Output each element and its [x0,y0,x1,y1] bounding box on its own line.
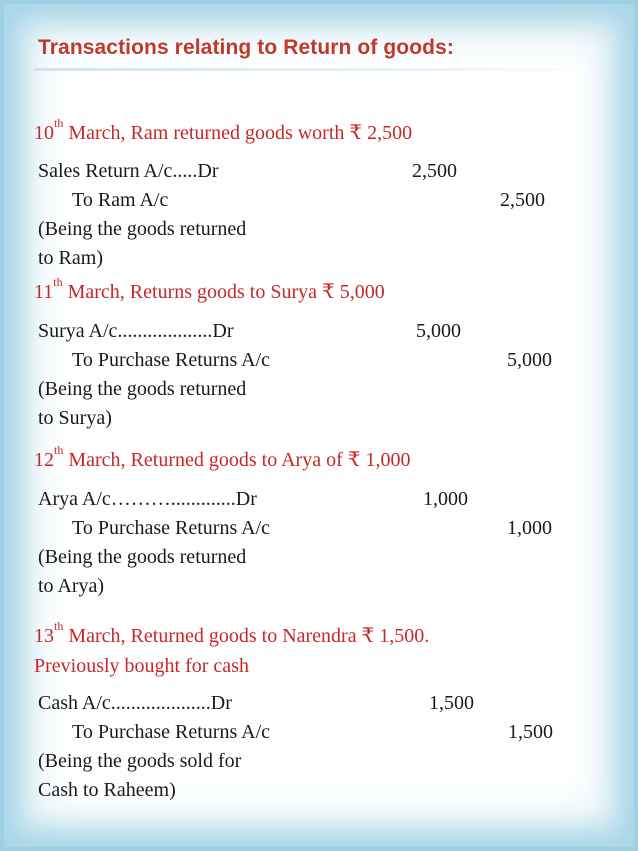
transaction-heading-4 [34,619,430,649]
narration-line-1 [38,543,608,572]
debit-line [38,485,608,514]
narration-text: to Ram) [38,247,103,269]
credit-amount: 1,000 [507,517,552,539]
credit-account: To Purchase Returns A/c [72,517,271,539]
journal-entry-1 [38,157,608,273]
title-underline [34,68,594,71]
narration-line-1 [38,375,608,404]
narration-text: (Being the goods returned [38,378,247,400]
narration-text: (Being the goods returned [38,546,247,568]
debit-amount: 1,500 [429,692,474,714]
credit-line [38,186,608,215]
credit-account: To Ram A/c [72,189,169,211]
debit-line [38,317,608,346]
debit-account: Sales Return A/c.....Dr [38,160,219,182]
heading-day: 10 [34,122,54,144]
narration-text: (Being the goods sold for [38,750,242,772]
credit-line [38,718,608,747]
heading-day: 12 [34,449,54,471]
narration-line-1 [38,215,608,244]
narration-text: to Surya) [38,407,112,429]
heading-day-suffix: th [54,116,64,130]
heading-text: March, Ram returned goods worth ₹ 2,500 [63,122,413,144]
heading-text: March, Returned goods to Arya of ₹ 1,000 [63,449,411,471]
journal-entry-2 [38,317,608,433]
credit-amount: 1,500 [508,721,553,743]
narration-text: to Arya) [38,575,105,597]
credit-account: To Purchase Returns A/c [72,349,271,371]
debit-account: Arya A/c……….............Dr [38,488,257,510]
heading-text: March, Returns goods to Surya ₹ 5,000 [62,281,385,303]
debit-line [38,689,608,718]
debit-account: Surya A/c...................Dr [38,320,234,342]
narration-line-2 [38,572,608,601]
narration-line-2 [38,404,608,433]
narration-text: (Being the goods returned [38,218,247,240]
transaction-heading-4-line-2: Previously bought for cash [34,655,249,677]
heading-day-suffix: th [53,275,63,289]
narration-line-1 [38,747,608,776]
heading-day: 11 [34,281,54,303]
heading-text: March, Returned goods to Narendra ₹ 1,500. [63,625,430,647]
debit-account: Cash A/c....................Dr [38,692,232,714]
heading-day-suffix: th [54,443,64,457]
debit-amount: 5,000 [416,320,461,342]
narration-line-2 [38,244,608,273]
credit-amount: 5,000 [507,349,552,371]
heading-day: 13 [34,625,54,647]
slide-title: Transactions relating to Return of goods: [38,36,454,59]
journal-entry-4 [38,689,608,805]
narration-text: Cash to Raheem) [38,779,176,801]
credit-account: To Purchase Returns A/c [72,721,271,743]
journal-entry-3 [38,485,608,601]
credit-line [38,346,608,375]
transaction-heading-2 [34,275,385,305]
debit-amount: 1,000 [423,488,468,510]
heading-day-suffix: th [54,619,64,633]
transaction-heading-3 [34,443,411,473]
debit-amount: 2,500 [412,160,457,182]
transaction-heading-1 [34,116,413,146]
credit-line [38,514,608,543]
debit-line [38,157,608,186]
credit-amount: 2,500 [500,189,545,211]
narration-line-2 [38,776,608,805]
